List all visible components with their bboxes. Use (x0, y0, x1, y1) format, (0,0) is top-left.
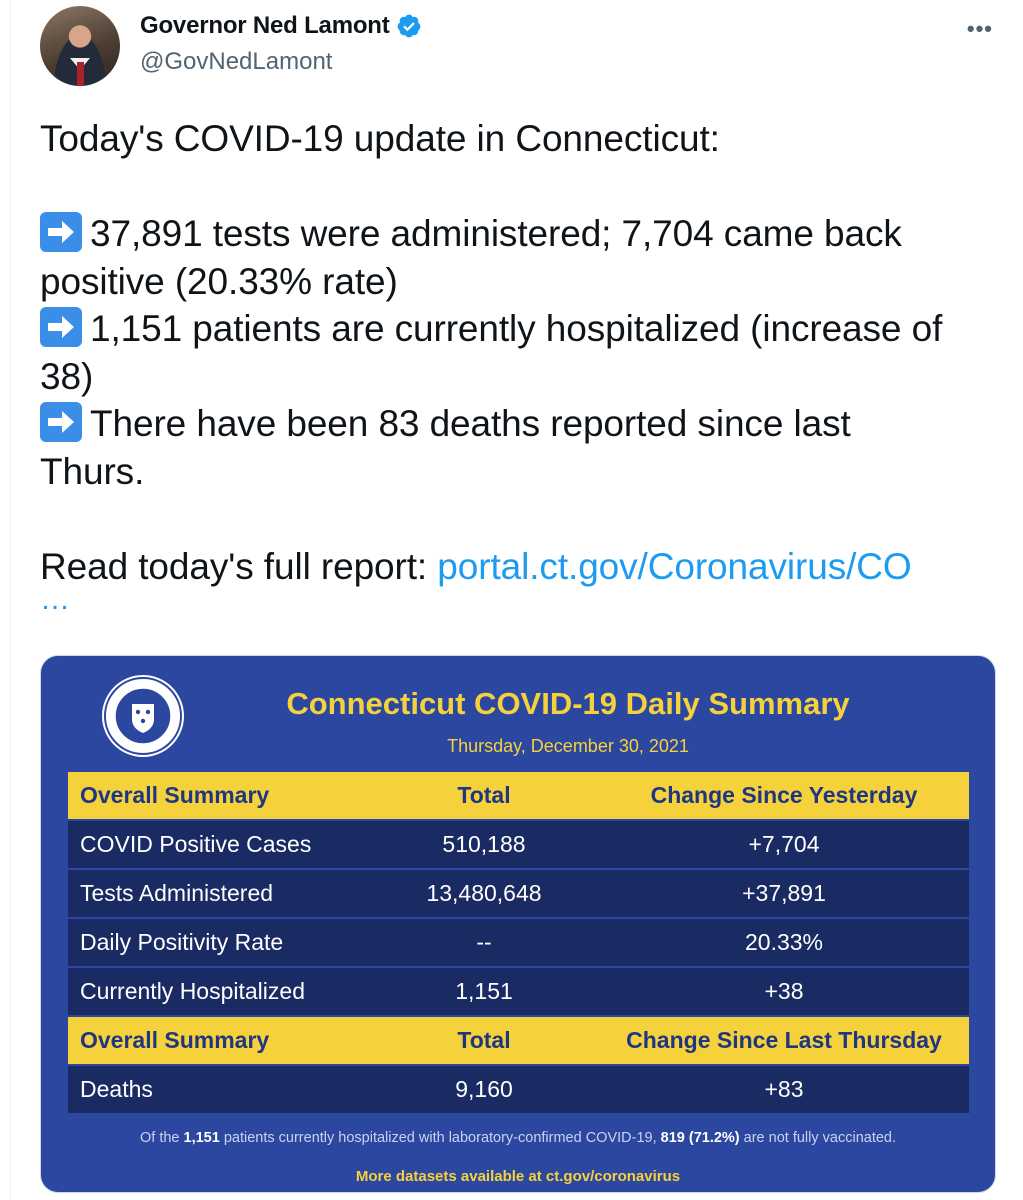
row-change: +83 (599, 1066, 969, 1115)
header-label: Overall Summary (68, 1017, 369, 1066)
tweet-bullet-tests (40, 210, 1000, 258)
media-image-card[interactable] (40, 655, 996, 1193)
right-arrow-emoji-icon (40, 402, 82, 442)
row-change: +37,891 (599, 870, 969, 919)
blank-line (40, 163, 1000, 211)
table-row (68, 968, 969, 1017)
row-total: 1,151 (369, 968, 599, 1017)
row-total: -- (369, 919, 599, 968)
row-total: 9,160 (369, 1066, 599, 1115)
card-title: Connecticut COVID-19 Daily Summary (286, 686, 850, 721)
table-row (68, 919, 969, 968)
tweet-bullet-deaths (40, 400, 1000, 448)
header-total: Total (369, 772, 599, 821)
row-label: COVID Positive Cases (68, 821, 369, 870)
note-text: are not fully vaccinated. (739, 1130, 897, 1146)
summary-table (68, 772, 969, 1115)
tweet-bullet-tests-text: 37,891 tests were administered; 7,704 came back (90, 213, 902, 254)
tweet-bullet-hospital-text: 1,151 patients are currently hospitalized (increase of (90, 308, 943, 349)
tweet-report-line (40, 543, 1000, 591)
report-link[interactable]: portal.ct.gov/Coronavirus/CO (437, 545, 912, 587)
tweet-bullet-deaths-cont: Thurs. (40, 450, 145, 492)
table-row (68, 870, 969, 919)
tweet-line-intro: Today's COVID-19 update in Connecticut: (40, 118, 720, 159)
link-truncation[interactable]: … (40, 583, 70, 616)
tweet-bullet-hospital-cont: 38) (40, 355, 94, 397)
table-header-row (68, 772, 969, 821)
display-name[interactable]: Governor Ned Lamont (140, 12, 390, 39)
card-date: Thursday, December 30, 2021 (447, 736, 689, 756)
timeline-border (10, 0, 11, 1200)
note-text: Of the (139, 1130, 184, 1146)
row-change: 20.33% (599, 919, 969, 968)
table-header-row (68, 1017, 969, 1066)
tweet-bullet-deaths-text: There have been 83 deaths reported since last (90, 403, 851, 444)
right-arrow-emoji-icon (40, 212, 82, 252)
note-bold-percent: 819 (71.2%) (660, 1130, 740, 1146)
header-change: Change Since Yesterday (599, 772, 969, 821)
note-bold-count: 1,151 (183, 1130, 220, 1146)
avatar-tie (77, 62, 84, 86)
row-total: 510,188 (369, 821, 599, 870)
table-row (68, 821, 969, 870)
more-datasets-text: More datasets available at ct.gov/coronavirus (355, 1168, 681, 1185)
row-label: Daily Positivity Rate (68, 919, 369, 968)
header-change: Change Since Last Thursday (599, 1017, 969, 1066)
tweet-bullet-hospital (40, 305, 1000, 353)
row-change: +7,704 (599, 821, 969, 870)
verified-badge-icon (396, 13, 422, 39)
header-total: Total (369, 1017, 599, 1066)
row-total: 13,480,648 (369, 870, 599, 919)
row-change: +38 (599, 968, 969, 1017)
tweet-bullet-tests-cont: positive (20.33% rate) (40, 260, 398, 302)
avatar[interactable] (40, 6, 120, 86)
blank-line (40, 495, 1000, 543)
header-label: Overall Summary (68, 772, 369, 821)
report-prefix: Read today's full report: (40, 545, 438, 587)
row-label: Tests Administered (68, 870, 369, 919)
more-horizontal-icon[interactable]: ••• (966, 16, 993, 41)
right-arrow-emoji-icon (40, 307, 82, 347)
table-row (68, 1066, 969, 1115)
note-text: patients currently hospitalized with laboratory-confirmed COVID-19, (219, 1130, 661, 1146)
author-handle[interactable]: @GovNedLamont (140, 48, 333, 75)
row-label: Deaths (68, 1066, 369, 1115)
author-name-row[interactable] (140, 12, 422, 40)
vaccination-note (41, 1130, 995, 1146)
row-label: Currently Hospitalized (68, 968, 369, 1017)
tweet-text (40, 115, 1000, 616)
